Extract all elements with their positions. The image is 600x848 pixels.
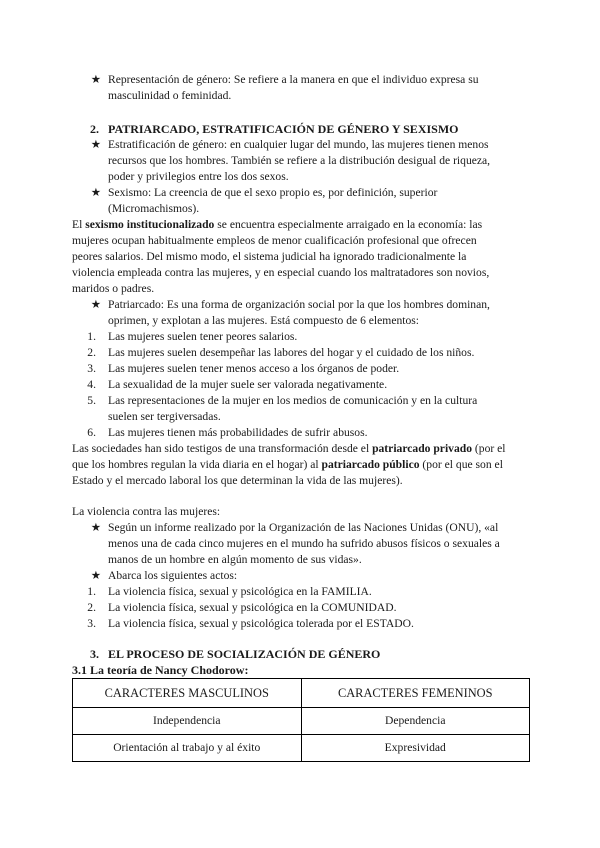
list-number: 6. [87, 426, 96, 439]
paragraph-line: Las sociedades han sido testigos de una transformación desde el patriarcado privado (por el [72, 442, 506, 455]
table-cell: Expresividad [301, 735, 530, 762]
paragraph-line: La violencia contra las mujeres: [72, 505, 221, 518]
table-header-row [73, 679, 530, 708]
section-title: PATRIARCADO, ESTRATIFICACIÓN DE GÉNERO Y SEXISMO [108, 122, 459, 136]
list-number: 2. [87, 601, 96, 614]
table-header-cell: CARACTERES FEMENINOS [301, 679, 530, 708]
list-number: 3. [87, 617, 96, 630]
section-title: EL PROCESO DE SOCIALIZACIÓN DE GÉNERO [108, 647, 381, 661]
list-item: Las representaciones de la mujer en los medios de comunicación y en la cultura [108, 394, 478, 407]
star-bullet-icon: ★ [90, 186, 102, 199]
star-bullet-icon: ★ [90, 298, 102, 311]
bullet-text: menos una de cada cinco mujeres en el mundo ha sufrido abusos físicos o sexuales a [108, 537, 500, 550]
bullet-text: Sexismo: La creencia de que el sexo propio es, por definición, superior [108, 186, 438, 199]
bullet-text: oprimen, y explotan a las mujeres. Está compuesto de 6 elementos: [108, 314, 420, 327]
list-item: La violencia física, sexual y psicológica en la COMUNIDAD. [108, 601, 397, 614]
paragraph-line: maridos o padres. [72, 282, 155, 295]
section-number: 2. [90, 122, 99, 136]
table-cell: Independencia [73, 708, 302, 735]
table-row [73, 735, 530, 762]
list-item: La sexualidad de la mujer suele ser valorada negativamente. [108, 378, 388, 391]
table-cell: Orientación al trabajo y al éxito [73, 735, 302, 762]
list-number: 2. [87, 346, 96, 359]
star-bullet-icon: ★ [90, 521, 102, 534]
bullet-text: poder y privilegios entre los dos sexos. [108, 170, 289, 183]
list-item: Las mujeres suelen desempeñar las labores del hogar y el cuidado de los niños. [108, 346, 475, 359]
list-item: La violencia física, sexual y psicológica en la FAMILIA. [108, 585, 372, 598]
list-number: 3. [87, 362, 96, 375]
list-number: 1. [87, 585, 96, 598]
paragraph-line: peores salarios. Del mismo modo, el sistema judicial ha ignorado tradicionalmente la [72, 250, 467, 263]
subsection-title: 3.1 La teoría de Nancy Chodorow: [72, 663, 249, 677]
list-item-continued: suelen ser tergiversadas. [108, 410, 221, 423]
bullet-text: Abarca los siguientes actos: [108, 569, 238, 582]
bullet-text: Estratificación de género: en cualquier lugar del mundo, las mujeres tienen menos [108, 138, 489, 151]
table-header-cell: CARACTERES MASCULINOS [73, 679, 302, 708]
bullet-text: masculinidad o feminidad. [108, 89, 232, 102]
paragraph-line: mujeres ocupan habitualmente empleos de menor cualificación profesional que ofrecen [72, 234, 477, 247]
star-bullet-icon: ★ [90, 569, 102, 582]
paragraph-line: que los hombres regulan la vida diaria en el hogar) al patriarcado público (por el que son el [72, 458, 503, 471]
section-number: 3. [90, 647, 99, 661]
bullet-text: (Micromachismos). [108, 202, 200, 215]
bullet-text: Según un informe realizado por la Organización de las Naciones Unidas (ONU), «al [108, 521, 499, 534]
list-item: Las mujeres tienen más probabilidades de sufrir abusos. [108, 426, 368, 439]
table-row [73, 708, 530, 735]
bullet-text: Representación de género: Se refiere a la manera en que el individuo expresa su [108, 73, 479, 86]
list-number: 1. [87, 330, 96, 343]
bullet-text: Patriarcado: Es una forma de organización social por la que los hombres dominan, [108, 298, 490, 311]
list-number: 4. [87, 378, 96, 391]
traits-table [72, 678, 530, 762]
list-number: 5. [87, 394, 96, 407]
table-cell: Dependencia [301, 708, 530, 735]
bullet-text: recursos que los hombres. También se refiere a la distribución desigual de riqueza, [108, 154, 491, 167]
paragraph-line: Estado y el mercado laboral los que determinan la vida de las mujeres). [72, 474, 403, 487]
star-bullet-icon: ★ [90, 138, 102, 151]
bullet-text: manos de un hombre en algún momento de sus vidas». [108, 553, 362, 566]
star-bullet-icon: ★ [90, 73, 102, 86]
list-item: Las mujeres suelen tener menos acceso a los órganos de poder. [108, 362, 400, 375]
paragraph-line: violencia empleada contra las mujeres, y en especial cuando los maltratadores son novios, [72, 266, 490, 279]
list-item: Las mujeres suelen tener peores salarios. [108, 330, 298, 343]
paragraph-line: El sexismo institucionalizado se encuentra especialmente arraigado en la economía: las [72, 218, 483, 231]
list-item: La violencia física, sexual y psicológica tolerada por el ESTADO. [108, 617, 414, 630]
